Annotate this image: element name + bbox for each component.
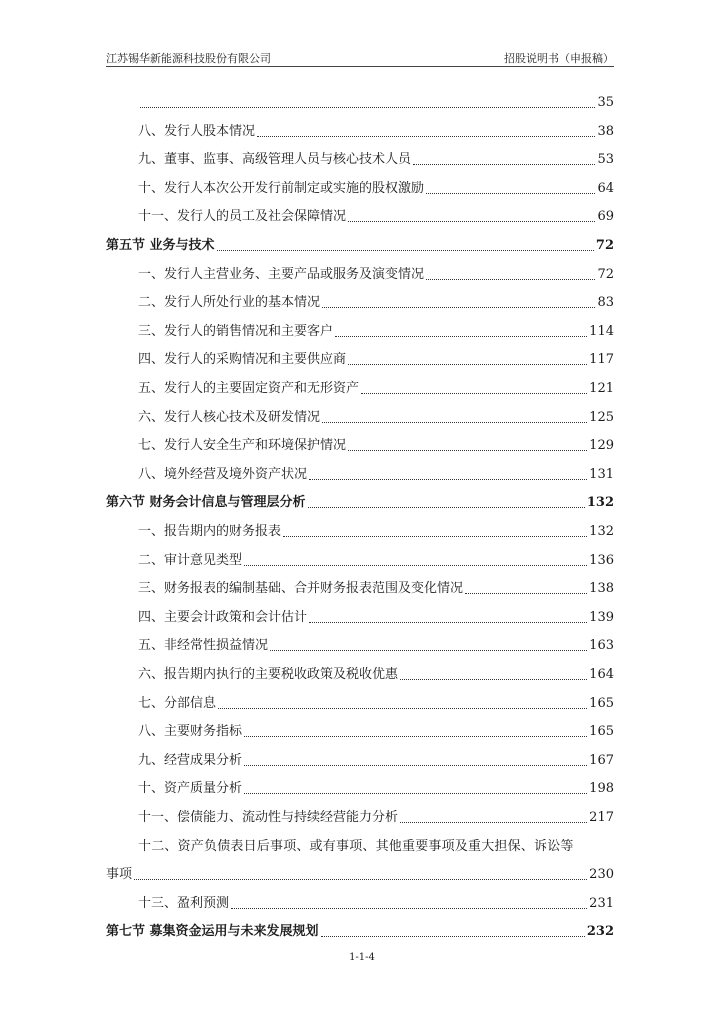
toc-entry[interactable] <box>138 768 614 797</box>
toc-page-number: 72 <box>597 266 614 282</box>
toc-dot-leader <box>322 422 587 423</box>
toc-dot-leader <box>400 679 587 680</box>
toc-entry[interactable] <box>138 82 614 111</box>
toc-entry-title: 第五节 业务与技术 <box>106 238 215 253</box>
toc-entry-title: 五、发行人的主要固定资产和无形资产 <box>138 381 360 396</box>
toc-entry[interactable] <box>138 282 614 311</box>
toc-dot-leader <box>309 479 587 480</box>
toc-entry-title: 九、经营成果分析 <box>138 752 243 768</box>
header-company-name: 江苏锡华新能源科技股份有限公司 <box>106 52 271 65</box>
toc-dot-leader <box>309 622 587 623</box>
toc-dot-leader <box>426 193 595 194</box>
toc-dot-leader <box>231 908 587 909</box>
toc-dot-leader <box>244 765 587 766</box>
toc-page-number: 53 <box>597 152 614 168</box>
toc-page-number: 198 <box>589 781 614 797</box>
toc-page-number: 136 <box>589 552 614 568</box>
toc-entry[interactable] <box>138 168 614 197</box>
toc-entry-title: 二、发行人所处行业的基本情况 <box>138 295 321 311</box>
toc-page-number: 164 <box>589 667 614 682</box>
toc-section-entry[interactable] <box>106 911 614 940</box>
toc-dot-leader <box>270 650 587 651</box>
toc-page-number: 132 <box>589 524 614 539</box>
toc-page-number: 217 <box>589 810 614 825</box>
toc-entry[interactable] <box>138 511 614 540</box>
toc-dot-leader <box>348 450 587 451</box>
toc-entry-title: 四、主要会计政策和会计估计 <box>138 609 308 625</box>
toc-dot-leader <box>426 279 595 280</box>
toc-page-number: 230 <box>589 867 614 883</box>
toc-page-number: 125 <box>589 409 614 425</box>
toc-entry-title: 七、分部信息 <box>138 695 217 711</box>
toc-entry[interactable] <box>138 711 614 740</box>
toc-entry[interactable] <box>138 454 614 483</box>
toc-page-number: 83 <box>597 295 614 311</box>
toc-section-entry[interactable] <box>106 225 614 254</box>
toc-page-number: 121 <box>589 381 614 396</box>
toc-dot-leader <box>348 364 587 365</box>
toc-entry-title: 第七节 募集资金运用与未来发展规划 <box>106 924 319 940</box>
toc-entry[interactable] <box>138 311 614 340</box>
page-header <box>106 50 614 66</box>
toc-entry[interactable] <box>138 826 614 855</box>
toc-dot-leader <box>335 336 587 337</box>
toc-entry[interactable] <box>138 883 614 912</box>
toc-entry[interactable] <box>138 425 614 454</box>
toc-page-number: 139 <box>589 609 614 625</box>
toc-entry[interactable] <box>138 540 614 569</box>
toc-entry-title: 一、报告期内的财务报表 <box>138 524 282 539</box>
toc-entry-title: 十、发行人本次公开发行前制定或实施的股权激励 <box>138 180 425 196</box>
toc-dot-leader <box>321 936 585 937</box>
toc-entry[interactable] <box>138 339 614 368</box>
toc-entry-title: 七、发行人安全生产和环境保护情况 <box>138 438 347 454</box>
toc-entry[interactable] <box>138 196 614 225</box>
toc-entry-title: 五、非经常性损益情况 <box>138 638 269 654</box>
toc-entry[interactable] <box>138 111 614 140</box>
toc-dot-leader <box>322 307 595 308</box>
toc-page-number: 117 <box>589 352 614 368</box>
toc-dot-leader <box>244 736 587 737</box>
page-number: 1-1-4 <box>349 952 375 963</box>
toc-entry-title: 八、境外经营及境外资产状况 <box>138 466 308 482</box>
toc-entry[interactable] <box>138 568 614 597</box>
toc-page-number: 167 <box>589 752 614 768</box>
toc-page-number: 165 <box>589 695 614 711</box>
toc-dot-leader <box>361 393 587 394</box>
toc-entry-title: 十一、发行人的员工及社会保障情况 <box>138 209 347 225</box>
toc-dot-leader <box>217 250 594 251</box>
toc-page-number: 131 <box>589 466 614 482</box>
toc-page-number: 64 <box>597 180 614 196</box>
toc-entry-title: 四、发行人的采购情况和主要供应商 <box>138 352 347 368</box>
toc-entry[interactable] <box>138 740 614 769</box>
toc-entry-title: 六、发行人核心技术及研发情况 <box>138 409 321 425</box>
toc-entry-title: 九、董事、监事、高级管理人员与核心技术人员 <box>138 152 412 168</box>
toc-entry-title: 十、资产质量分析 <box>138 781 243 797</box>
toc-dot-leader <box>140 107 595 108</box>
toc-dot-leader <box>134 879 587 880</box>
header-divider <box>106 66 614 67</box>
toc-dot-leader <box>348 221 595 222</box>
toc-dot-leader <box>308 507 585 508</box>
toc-page-number: 38 <box>597 123 614 139</box>
toc-entry-title: 二、审计意见类型 <box>138 552 243 568</box>
toc-entry-title: 十一、偿债能力、流动性与持续经营能力分析 <box>138 810 399 825</box>
toc-page-number: 132 <box>586 495 614 511</box>
toc-page-number: 163 <box>589 638 614 654</box>
toc-entry[interactable] <box>138 397 614 426</box>
toc-entry[interactable] <box>138 368 614 397</box>
toc-entry[interactable] <box>138 683 614 712</box>
toc-page-number: 72 <box>595 238 614 253</box>
toc-entry-title: 一、发行人主营业务、主要产品或服务及演变情况 <box>138 266 425 282</box>
toc-entry[interactable] <box>138 254 614 283</box>
toc-dot-leader <box>244 565 587 566</box>
toc-entry-title: 八、发行人股本情况 <box>138 123 256 139</box>
toc-entry[interactable] <box>138 797 614 826</box>
toc-page-number: 165 <box>589 724 614 740</box>
toc-entry[interactable] <box>138 597 614 626</box>
toc-entry[interactable] <box>106 854 614 883</box>
toc-dot-leader <box>218 708 587 709</box>
toc-entry-title: 三、发行人的销售情况和主要客户 <box>138 323 334 339</box>
toc-page-number: 138 <box>589 581 614 597</box>
toc-entry-title: 八、主要财务指标 <box>138 724 243 740</box>
toc-entry[interactable] <box>138 654 614 683</box>
toc-dot-leader <box>257 136 595 137</box>
toc-entry-title: 第六节 财务会计信息与管理层分析 <box>106 495 306 511</box>
toc-entry[interactable] <box>138 139 614 168</box>
toc-entry[interactable] <box>138 625 614 654</box>
toc-page-number: 69 <box>597 209 614 225</box>
toc-dot-leader <box>465 593 587 594</box>
toc-entry-title: 事项 <box>106 867 133 883</box>
toc-entry-title: 十二、资产负债表日后事项、或有事项、其他重要事项及重大担保、诉讼等 <box>138 838 574 854</box>
toc-page-number: 232 <box>586 924 614 940</box>
toc-page-number: 231 <box>589 895 614 911</box>
toc-dot-leader <box>283 536 587 537</box>
toc-dot-leader <box>244 793 587 794</box>
toc-page-number: 129 <box>589 438 614 454</box>
toc-entry-title: 十三、盈利预测 <box>138 895 230 911</box>
toc-dot-leader <box>413 164 595 165</box>
header-document-title: 招股说明书（申报稿） <box>504 52 614 65</box>
toc-entry-title: 六、报告期内执行的主要税收政策及税收优惠 <box>138 667 399 682</box>
toc-dot-leader <box>400 822 587 823</box>
toc-page-number: 114 <box>589 323 614 339</box>
toc-section-entry[interactable] <box>106 482 614 511</box>
toc-entry-title: 三、财务报表的编制基础、合并财务报表范围及变化情况 <box>138 581 464 597</box>
toc-page-number: 35 <box>597 95 614 110</box>
